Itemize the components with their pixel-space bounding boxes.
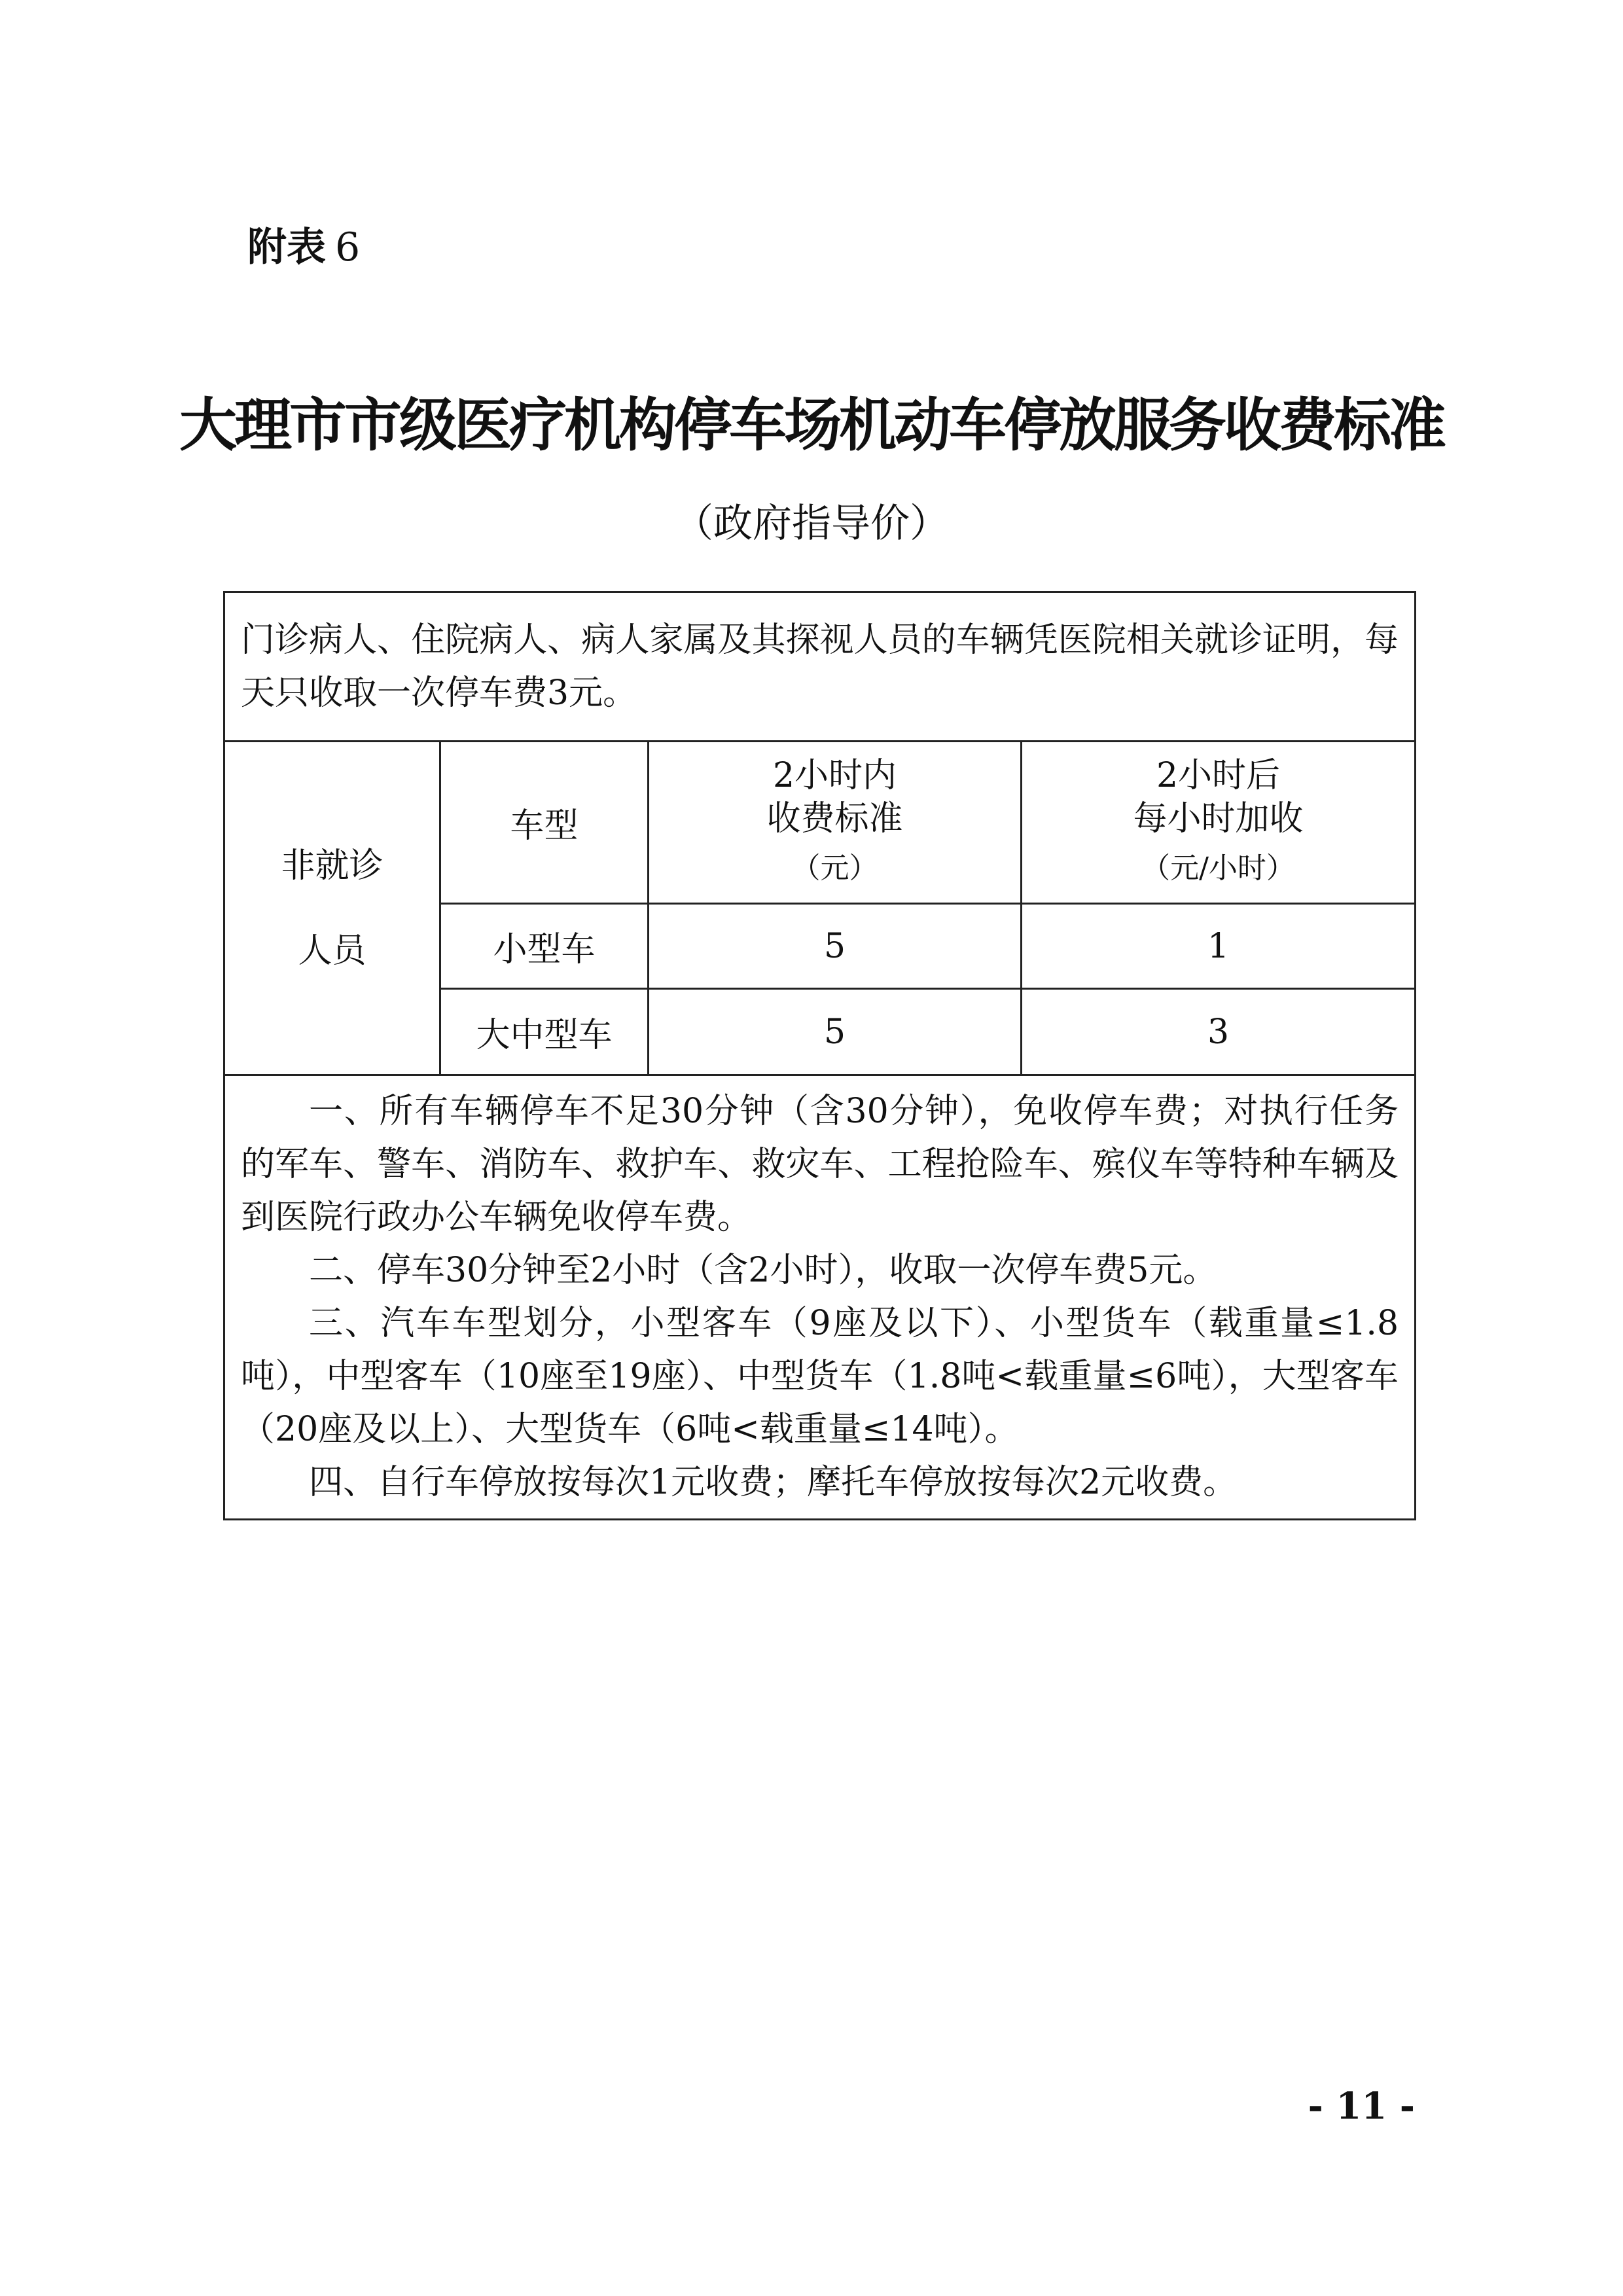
document-title: 大理市市级医疗机构停车场机动车停放服务收费标准 — [179, 391, 1444, 459]
header-within-2h-line1: 2小时内 — [772, 755, 897, 795]
header-after-2h-unit: （元/小时） — [1141, 851, 1295, 885]
annex-text: 附表 — [247, 224, 326, 270]
notes-block — [225, 1076, 1414, 1518]
fee-table — [223, 591, 1416, 1520]
header-within-2h-unit: （元） — [791, 851, 878, 885]
row-after: 1 — [1022, 904, 1416, 989]
note-item: 二、停车30分钟至2小时（含2小时），收取一次停车费5元。 — [309, 1251, 1217, 1290]
note-item: 四、自行车停放按每次1元收费；摩托车停放按每次2元收费。 — [309, 1463, 1238, 1502]
row-after: 3 — [1022, 989, 1416, 1075]
annex-label — [247, 216, 360, 272]
note-item: 三、汽车车型划分，小型客车（9座及以下）、小型货车（载重量≤1.8吨），中型客车（10座至19座）、中型货车（1.8吨<载重量≤6吨），大型客车（20座及以上）、大型货车（6吨<载重量≤14吨）。 — [241, 1304, 1399, 1449]
header-within-2h-line2: 收费标准 — [766, 798, 903, 838]
header-vehicle-type: 车型 — [440, 742, 649, 904]
page-number: - 11 - — [1308, 2085, 1415, 2128]
top-note-cell — [224, 592, 1416, 742]
note-item: 一、所有车辆停车不足30分钟（含30分钟），免收停车费；对执行任务的军车、警车、消防车、救护车、救灾车、工程抢险车、殡仪车等特种车辆及到医院行政办公车辆免收停车费。 — [241, 1092, 1399, 1237]
header-after-2h — [1022, 742, 1416, 904]
notes-row — [224, 1075, 1416, 1520]
header-after-2h-line2: 每小时加收 — [1133, 798, 1304, 838]
annex-number: 6 — [335, 224, 361, 270]
side-label-line1: 非就诊 — [281, 846, 383, 886]
row-within: 5 — [649, 989, 1022, 1075]
side-label-line2: 人员 — [298, 931, 366, 971]
header-after-2h-line1: 2小时后 — [1156, 755, 1281, 795]
top-note-text: 门诊病人、住院病人、病人家属及其探视人员的车辆凭医院相关就诊证明，每天只收取一次停车费3元。 — [241, 620, 1399, 713]
header-within-2h — [649, 742, 1022, 904]
row-within: 5 — [649, 904, 1022, 989]
side-label-cell — [224, 742, 440, 1075]
row-type: 大中型车 — [440, 989, 649, 1075]
row-type: 小型车 — [440, 904, 649, 989]
header-row — [224, 742, 1416, 904]
top-note-row — [224, 592, 1416, 742]
notes-cell — [224, 1075, 1416, 1520]
document-subtitle: （政府指导价） — [674, 501, 949, 547]
